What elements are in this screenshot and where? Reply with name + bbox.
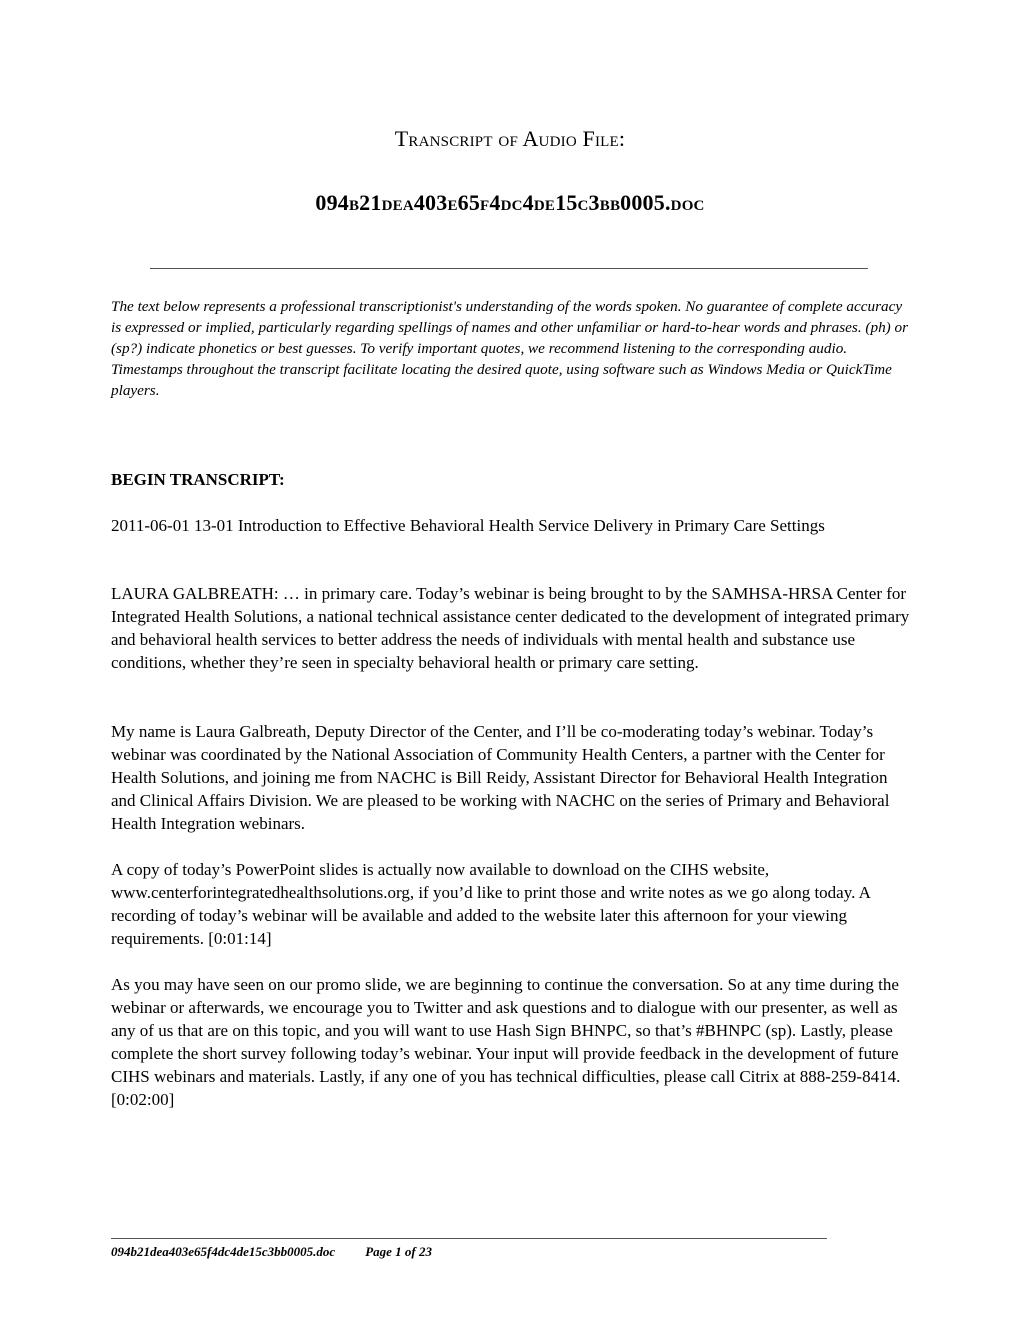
header-divider [150,268,868,269]
page-footer [111,1244,432,1260]
footer-divider [111,1238,827,1239]
footer-page-number: Page 1 of 23 [365,1244,432,1259]
document-title: Transcript of Audio File: [394,126,626,151]
session-title: 2011-06-01 13-01 Introduction to Effective Behavioral Health Service Delivery in Primary Care Settings [111,516,825,535]
transcript-paragraph: As you may have seen on our promo slide, we are beginning to continue the conversation. So at any time during the webinar or afterwards, we encourage you to Twitter and ask questions and to dialogue with our presenter, as well as any of us that are on this topic, and you will want to use Hash Sign BHNPC, so that’s #BHNPC (sp). Lastly, please complete the short survey following today’s webinar. Your input will provide feedback in the development of future CIHS webinars and materials. Lastly, if any one of you has technical difficulties, please call Citrix at 888-259-8414. [0:02:00] [111,975,901,1109]
transcript-paragraph: A copy of today’s PowerPoint slides is actually now available to download on the CIHS website, www.centerforintegratedhealthsolutions.org, if you’d like to print those and write notes as we go along today. A recording of today’s webinar will be available and added to the website later this afternoon for your viewing requirements. [0:01:14] [111,860,871,948]
document-filename-title: 094b21dea403e65f4dc4de15c3bb0005.doc [315,190,705,215]
begin-transcript-heading: BEGIN TRANSCRIPT: [111,470,285,489]
transcript-paragraph: LAURA GALBREATH: … in primary care. Today’s webinar is being brought to by the SAMHSA-HRSA Center for Integrated Health Solutions, a national technical assistance center dedicated to the development of integrated primary and behavioral health services to better address the needs of individuals with mental health and substance use conditions, whether they’re seen in specialty behavioral health or primary care setting. [111,584,910,672]
footer-filename: 094b21dea403e65f4dc4de15c3bb0005.doc [111,1244,336,1259]
transcript-paragraph: My name is Laura Galbreath, Deputy Director of the Center, and I’ll be co-moderating today’s webinar. Today’s webinar was coordinated by the National Association of Community Health Centers, a partner with the Center for Health Solutions, and joining me from NACHC is Bill Reidy, Assistant Director for Behavioral Health Integration and Clinical Affairs Division. We are pleased to be working with NACHC on the series of Primary and Behavioral Health Integration webinars. [111,722,890,833]
disclaimer-text: The text below represents a professional transcriptionist's understanding of the words spoken. No guarantee of complete accuracy is expressed or implied, particularly regarding spellings of names and other unfamiliar or hard-to-hear words and phrases. (ph) or (sp?) indicate phonetics or best guesses. To verify important quotes, we recommend listening to the corresponding audio. Timestamps throughout the transcript facilitate locating the desired quote, using software such as Windows Media or QuickTime players. [111,298,909,399]
